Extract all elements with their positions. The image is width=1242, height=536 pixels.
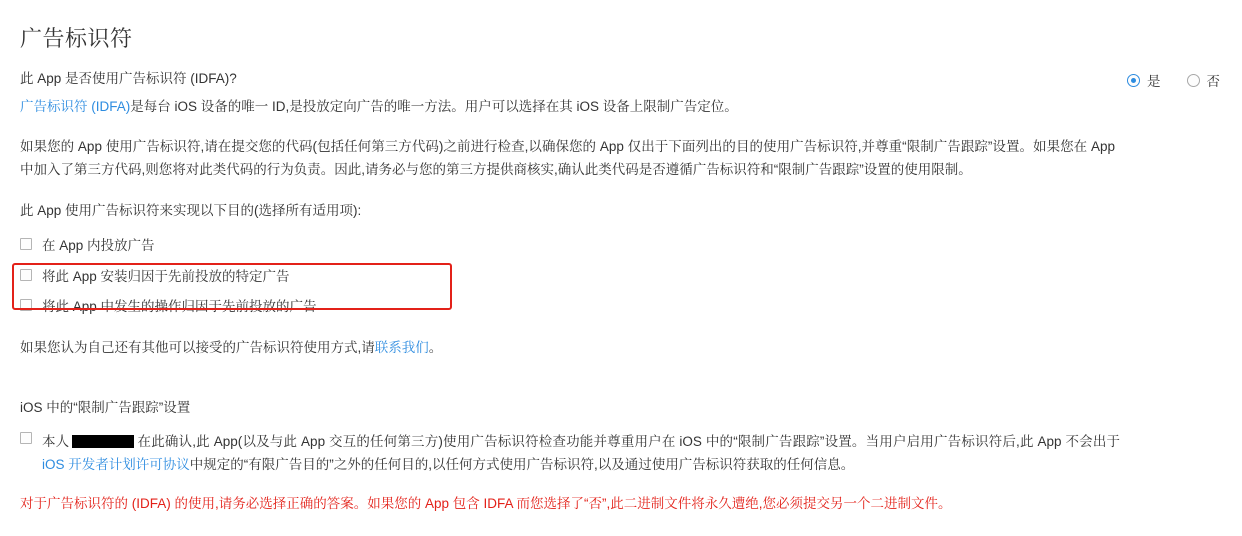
purposes-label: 此 App 使用广告标识符来实现以下目的(选择所有适用项): — [20, 202, 362, 218]
idfa-warning-message: 对于广告标识符的 (IDFA) 的使用,请务必选择正确的答案。如果您的 App 包含 IDFA 而您选择了“否”,此二进制文件将永久遭绝,您必须提交另一个二进制文件。 — [20, 496, 952, 512]
checkbox-row-attribute-install[interactable] — [20, 262, 1222, 292]
purposes-checklist — [20, 231, 1222, 322]
idfa-definition-line — [20, 96, 1222, 118]
idfa-definition-text: 是每台 iOS 设备的唯一 ID,是投放定向广告的唯一方法。用户可以选择在其 iOS 设备上限制广告定位。 — [130, 99, 738, 114]
contact-us-link[interactable]: 联系我们 — [374, 340, 429, 356]
consent-part2: 在此确认,此 App(以及与此 App 交互的任何第三方)使用广告标识符检查功能并尊重用户在 iOS 中的“限制广告跟踪”设置。当用户启用广告标识符后,此 App 不会出于 — [137, 433, 1121, 449]
checkbox-attribute-install-label: 将此 App 安装归因于先前投放的特定广告 — [42, 268, 290, 284]
consent-part1: 本人 — [42, 433, 70, 449]
radio-yes-indicator[interactable] — [1127, 74, 1140, 87]
contact-line — [20, 337, 1222, 359]
radio-no-label: 否 — [1206, 74, 1220, 89]
radio-option-yes[interactable] — [1127, 70, 1161, 90]
checkbox-row-attribute-action[interactable] — [20, 292, 1222, 322]
consent-row[interactable] — [20, 430, 1120, 477]
consent-text — [42, 430, 1120, 477]
checkbox-attribute-action[interactable] — [20, 299, 32, 311]
checkbox-row-serve-ads[interactable] — [20, 231, 1222, 261]
contact-prefix: 如果您认为自己还有其他可以接受的广告标识符使用方式,请 — [20, 340, 375, 356]
checkbox-serve-ads-label: 在 App 内投放广告 — [42, 238, 155, 254]
radio-no-indicator[interactable] — [1187, 74, 1200, 87]
checkbox-attribute-action-label: 将此 App 中发生的操作归因于先前投放的广告 — [42, 298, 317, 314]
checkbox-serve-ads[interactable] — [20, 238, 32, 250]
idfa-usage-paragraph: 如果您的 App 使用广告标识符,请在提交您的代码(包括任何第三方代码)之前进行检查,以确保您的 App 仅出于下面列出的目的使用广告标识符,并尊重“限制广告跟踪”设置。如果您在 App 中加入了第三方代码,则您将对此类代码的行为负责。因此,请务必与您的第三方提供商核实,确认此类代码是否遵循广告标识符和“限制广告跟踪”设置的使用限制。 — [20, 138, 1115, 178]
page-title: 广告标识符 — [20, 26, 133, 51]
consent-part3: 中规定的“有限广告目的”之外的任何目的,以任何方式使用广告标识符,以及通过使用广告标识符获取的任何信息。 — [189, 457, 855, 473]
ios-developer-agreement-link[interactable]: iOS 开发者计划许可协议 — [42, 457, 190, 473]
idfa-definition-link[interactable]: 广告标识符 (IDFA) — [20, 99, 131, 114]
idfa-question-row — [20, 69, 1222, 90]
checkbox-consent[interactable] — [20, 432, 32, 444]
redacted-name-field — [72, 435, 134, 448]
radio-option-no[interactable] — [1187, 70, 1221, 90]
idfa-question-label: 此 App 是否使用广告标识符 (IDFA)? — [20, 71, 237, 86]
radio-yes-label: 是 — [1147, 74, 1161, 89]
idfa-radio-group — [1127, 69, 1220, 90]
ios-settings-heading: iOS 中的“限制广告跟踪”设置 — [20, 399, 191, 415]
checkbox-attribute-install[interactable] — [20, 269, 32, 281]
contact-suffix: 。 — [428, 340, 443, 356]
